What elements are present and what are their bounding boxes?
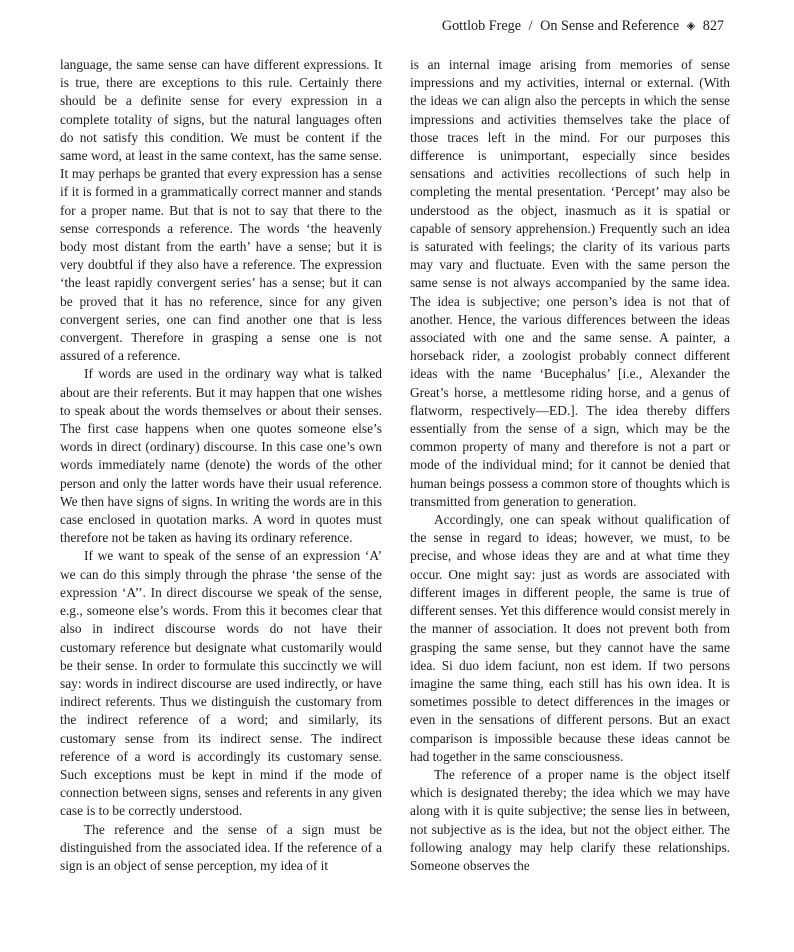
paragraph: Accordingly, one can speak without qualification of the sense in regard to ideas; however, we must, to be precise, and whose ideas they are and at what time they occur. One might say: just as words are associated with different images in different people, the same is true of different senses. Yet this difference would consist merely in the manner of association. It does not prevent both from grasping the same sense, but they cannot have the same idea. Si duo idem faciunt, non est idem. If two persons imagine the same thing, each still has his own idea. It is sometimes possible to detect differences in the images or even in the sensations of different persons. But an exact comparison is impossible because these ideas cannot be had together in the same consciousness.: [410, 512, 730, 764]
paragraph: The reference and the sense of a sign must be distinguished from the associated idea. If the reference of a sign is an object of sense perception, my idea of it: [60, 821, 382, 873]
page-number: 827: [702, 18, 724, 34]
paragraph: The reference of a proper name is the object itself which is designated thereby; the idea which we may have along with it is quite subjective; the sense lies in between, not subjective as is the idea, but not the object either. The following analogy may help clarify these relationships. Someone observes the: [410, 766, 730, 873]
paragraph: If words are used in the ordinary way what is talked about are their referents. But it may happen that one wishes to speak about the words themselves or about their senses. The first case happens when one quotes someone else’s words in direct (ordinary) discourse. In this case one’s own words immediately name (denote) the words of the other person and only the latter words have their usual reference. We then have signs of signs. In writing the words are in this case enclosed in quotation marks. A word in quotes must therefore not be taken as having its ordinary reference.: [60, 366, 382, 546]
right-column: [410, 56, 730, 875]
left-column: [60, 56, 382, 875]
ornament-icon: ◈: [686, 20, 696, 32]
running-header: [442, 18, 724, 35]
header-title: On Sense and Reference: [540, 18, 680, 34]
paragraph: is an internal image arising from memories of sense impressions and my activities, internal or external. (With the ideas we can align also the percepts in which the sense impressions and activities themselves take the place of those traces left in the mind. For our purposes this difference is unimportant, especially since besides sensations and activities recollections of such help in completing the mental presentation. ‘Percept’ may also be understood as the object, inasmuch as it is spatial or capable of sensory apprehension.) Frequently such an idea is saturated with feelings; the clarity of its various parts may vary and fluctuate. Even with the same person the same sense is not always accompanied by the same idea. The idea is subjective; one person’s idea is not that of another. Hence, the various differences between the ideas associated with one and the same sense. A painter, a horseback rider, a zoologist probably connect different ideas with the name ‘Bucephalus’ [i.e., Alexander the Great’s horse, a mettlesome riding horse, and a genus of flatworm, respectively—ED.]. The idea thereby differs essentially from the sense of a sign, which may be the common property of many and therefore is not a part or mode of the individual mind; for it cannot be denied that human beings possess a common store of thoughts which is transmitted from generation to generation.: [410, 57, 730, 509]
header-separator: /: [528, 18, 533, 34]
header-author: Gottlob Frege: [441, 18, 522, 34]
paragraph: If we want to speak of the sense of an expression ‘A’ we can do this simply through the phrase ‘the sense of the expression ‘A’’. In direct discourse we speak of the sense, e.g., someone else’s words. From this it becomes clear that also in indirect discourse words do not have their customary reference but designate what customarily would be their sense. In order to formulate this succinctly we will say: words in indirect discourse are used indirectly, or have indirect referents. Thus we distinguish the customary from the indirect reference of a word; and similarly, its customary sense from its indirect sense. The indirect reference of a word is accordingly its customary sense. Such exceptions must be kept in mind if the mode of connection between signs, senses and referents in any given case is to be correctly understood.: [60, 548, 382, 819]
paragraph: language, the same sense can have different expressions. It is true, there are exceptions to this rule. Certainly there should be a definite sense for every expression in a complete totality of signs, but the natural languages often do not satisfy this condition. We must be content if the same word, at least in the same context, has the same sense. It may perhaps be granted that every expression has a sense if it is formed in a grammatically correct manner and stands for a proper name. But that is not to say that there to the sense corresponds a reference. The words ‘the heavenly body most distant from the earth’ have a sense; but it is very doubtful if they also have a reference. The expression ‘the least rapidly convergent series’ has a sense; but it can be proved that it has no reference, since for any given convergent series, one can find another one that is less convergent. Therefore in grasping a sense one is not assured of a reference.: [60, 57, 382, 364]
